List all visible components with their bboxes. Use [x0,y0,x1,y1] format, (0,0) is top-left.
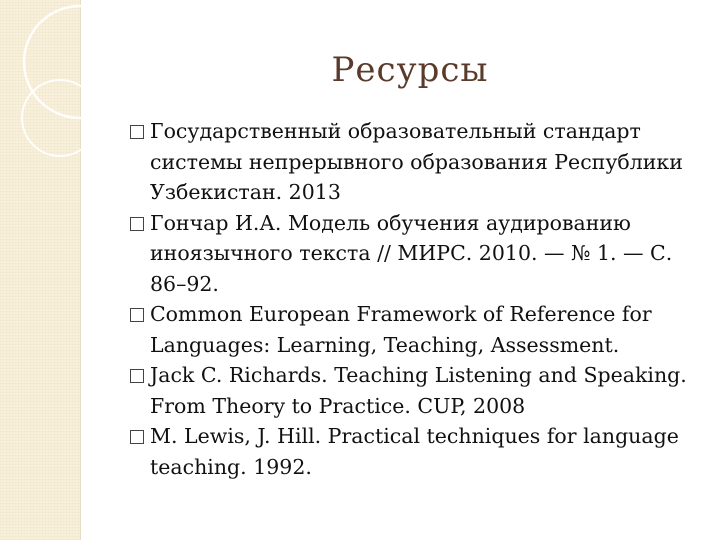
list-item-text: M. Lewis, J. Hill. Practical techniques for language teaching. 1992. [150,424,679,479]
square-bullet-icon [130,217,144,231]
square-bullet-icon [130,125,144,139]
list-item [128,299,698,360]
square-bullet-icon [130,430,144,444]
slide-title: Ресурсы [331,50,489,90]
resource-list [128,116,698,482]
list-item [128,208,698,300]
list-item [128,116,698,208]
square-bullet-icon [130,369,144,383]
list-item-text: Jack C. Richards. Teaching Listening and Speaking. From Theory to Practice. CUP, 2008 [150,363,687,418]
list-item [128,360,698,421]
list-item-text: Common European Framework of Reference for Languages: Learning, Teaching, Assessment. [150,302,652,357]
square-bullet-icon [130,308,144,322]
list-item-text: Гончар И.А. Модель обучения аудированию иноязычного текста // МИРС. 2010. — № 1. — С. 86–92. [150,210,673,296]
list-item-text: Государственный образовательный стандарт системы непрерывного образования Республики Узбекистан. 2013 [150,119,683,204]
list-item [128,421,698,482]
